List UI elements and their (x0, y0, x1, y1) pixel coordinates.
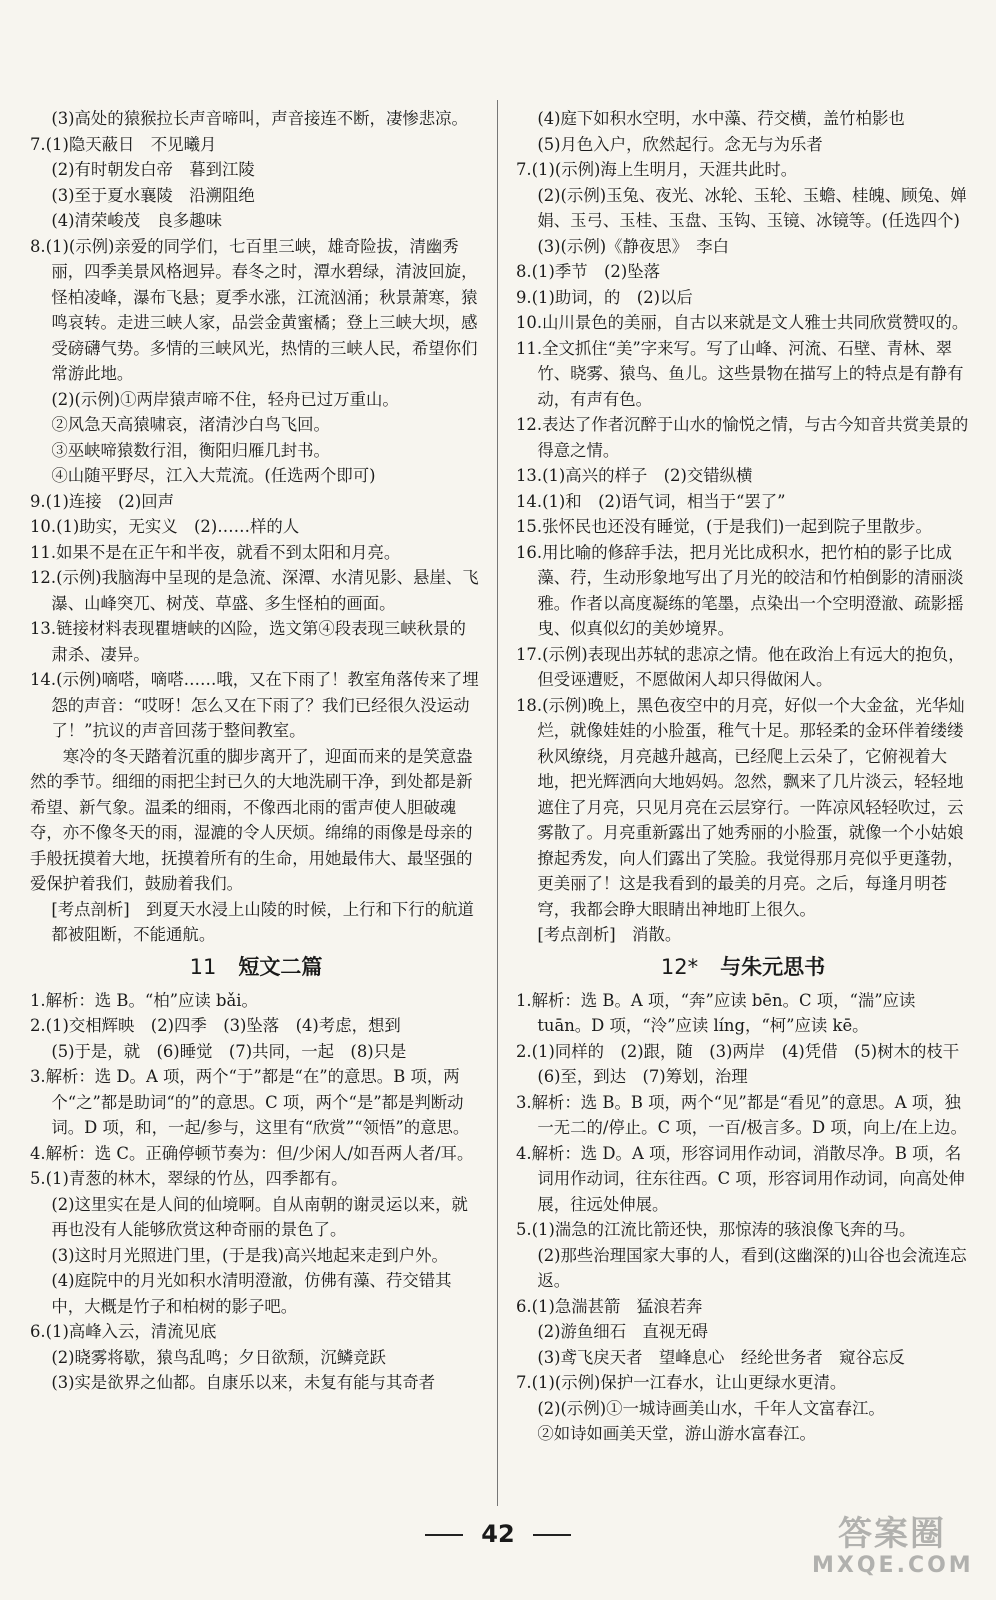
answer-subitem: (2)那些治理国家大事的人，看到(这幽深的)山谷也会流连忘返。 (537, 1245, 967, 1290)
section-heading: 短文二篇 (238, 954, 323, 979)
answer-item: 7.(1)隐天蔽日 不见曦月 (30, 134, 217, 154)
answer-item: 16.用比喻的修辞手法，把月光比成积水，把竹柏的影子比成藻、荇，生动形象地写出了月光的皎洁和竹柏倒影的清丽淡雅。作者以高度凝练的笔墨，点染出一个空明澄澈、疏影摇曳、似真似幻的美妙境界。 (516, 542, 964, 638)
section-heading: 与朱元思书 (720, 954, 826, 979)
answer-item: 3.解析：选 D。A 项，两个“于”都是“在”的意思。B 项，两个“之”都是助词“的”的意思。C 项，两个“是”都是判断动词。D 项，和，一起/参与，这里有“欣赏”“领悟”的意思。 (30, 1067, 470, 1137)
answer-subitem: (5)于是，就 (6)睡觉 (7)共同，一起 (8)只是 (51, 1041, 407, 1061)
answer-subitem: [考点剖析] 到夏天水浸上山陵的时候，上行和下行的航道都被阻断，不能通航。 (51, 899, 474, 944)
answer-item: 1.解析：选 B。A 项，“奔”应读 bēn。C 项，“湍”应读 tuān。D 项，“泠”应读 líng，“柯”应读 kē。 (516, 990, 916, 1035)
answer-subitem: ②风急天高猿啸哀，渚清沙白鸟飞回。 (51, 415, 330, 434)
answer-item: 12.(示例)我脑海中呈现的是急流、深潭、水清见影、悬崖、飞瀑、山峰突兀、树茂、草盛、多生怪柏的画面。 (30, 568, 479, 613)
answer-item: 10.山川景色的美丽，自古以来就是文人雅士共同欣赏赞叹的。 (516, 313, 969, 332)
answer-item: 8.(1)季节 (2)坠落 (516, 262, 661, 281)
answer-item: 10.(1)助实，无实义 (2)……样的人 (30, 517, 300, 536)
watermark-text: 答案圈 (838, 1514, 946, 1554)
answer-subitem: (2)有时朝发白帝 暮到江陵 (51, 160, 255, 179)
answer-subitem: (2)晓雾将歇，猿鸟乱鸣；夕日欲颓，沉鳞竞跃 (51, 1347, 386, 1367)
answer-item: 14.(1)和 (2)语气词，相当于“罢了” (516, 491, 786, 511)
section-number: 11 (189, 954, 217, 979)
answer-subitem: (3)至于夏水襄陵 沿溯阻绝 (51, 185, 255, 205)
answer-item: 15.张怀民也还没有睡觉，(于是我们)一起到院子里散步。 (516, 517, 932, 536)
answer-item: 13.(1)高兴的样子 (2)交错纵横 (516, 466, 753, 485)
answer-item: 4.解析：选 D。A 项，形容词用作动词，消散尽净。B 项，名词用作动词，往东往西。C 项，形容词用作动词，向高处伸展，往远处伸展。 (516, 1143, 965, 1214)
answer-item: 6.(1)高峰入云，清流见底 (30, 1322, 217, 1341)
answer-subitem: (3)这时月光照进门里，(于是我)高兴地起来走到户外。 (51, 1245, 448, 1265)
answer-subitem: (2)(示例)玉兔、夜光、冰轮、玉轮、玉蟾、桂魄、顾兔、婵娟、玉弓、玉桂、玉盘、玉钩、玉镜、冰镜等。(任选四个) (537, 185, 967, 230)
answer-subitem: ④山随平野尽，江入大荒流。(任选两个即可) (51, 466, 376, 485)
right-column (516, 106, 976, 1447)
answer-item: 2.(1)同样的 (2)跟，随 (3)两岸 (4)凭借 (5)树木的枝干 (6)至，到达 (7)筹划，治理 (516, 1041, 976, 1086)
answer-subitem: (2)(示例)①一城诗画美山水，千年人文富春江。 (537, 1398, 885, 1418)
page-number: 42 (481, 1520, 515, 1548)
answer-subitem: (4)庭院中的月光如积水清明澄澈，仿佛有藻、荇交错其中，大概是竹子和柏树的影子吧。 (51, 1271, 452, 1316)
section-number: 12* (660, 954, 699, 979)
answer-item: 2.(1)交相辉映 (2)四季 (3)坠落 (4)考虑，想到 (30, 1016, 401, 1035)
answer-subitem: ③巫峡啼猿数行泪，衡阳归雁几封书。 (51, 440, 330, 460)
answer-item: 7.(1)(示例)保护一江春水，让山更绿水更清。 (516, 1373, 847, 1392)
answer-item: 3.解析：选 B。B 项，两个“见”都是“看见”的意思。A 项，独一无二的/停止。C 项，一百/极言多。D 项，向上/在上边。 (516, 1092, 967, 1137)
answer-item: 18.(示例)晚上，黑色夜空中的月亮，好似一个大金盆，光华灿烂，就像娃娃的小脸蛋，稚气十足。那轻柔的金环伴着缕缕秋风缭绕，月亮越升越高，已经爬上云朵了，它俯视着大地，把光辉洒向大地妈妈。忽然，飘来了几片淡云，轻轻地遮住了月亮，只见月亮在云层穿行。一阵凉风轻轻吹过，云雾散了。月亮重新露出了她秀丽的小脸蛋，就像一个小姑娘撩起秀发，向人们露出了笑脸。我觉得那月亮似乎更蓬勃，更美丽了！这是我看到的最美的月亮。之后，每逢月明苍穹，我都会睁大眼睛出神地盯上很久。 (516, 695, 965, 919)
answer-item: 9.(1)连接 (2)回声 (30, 491, 175, 511)
answer-subitem: (3)高处的猿猴拉长声音啼叫，声音接连不断，凄惨悲凉。 (51, 109, 468, 128)
answer-item: 4.解析：选 C。正确停顿节奏为：但/少闲人/如吾两人者/耳。 (30, 1143, 474, 1163)
watermark-logo (812, 1514, 972, 1586)
answer-subitem: (3)(示例)《静夜思》 李白 (537, 236, 730, 256)
answer-item: 7.(1)(示例)海上生明月，天涯共此时。 (516, 160, 798, 179)
answer-item: 13.链接材料表现瞿塘峡的凶险，选文第④段表现三峡秋景的肃杀、凄异。 (30, 619, 466, 664)
answer-item: 9.(1)助词，的 (2)以后 (516, 287, 693, 307)
watermark-domain: MXQE.COM (812, 1553, 974, 1578)
column-divider (497, 100, 498, 1506)
answer-subitem: (2)游鱼细石 直视无碍 (537, 1322, 709, 1341)
answer-item: 6.(1)急湍甚箭 猛浪若奔 (516, 1296, 703, 1316)
answer-item: 11.如果不是在正午和半夜，就看不到太阳和月亮。 (30, 542, 401, 562)
answer-item: 1.解析：选 B。“柏”应读 bǎi。 (30, 990, 258, 1010)
answer-item: 17.(示例)表现出苏轼的悲凉之情。他在政治上有远大的抱负，但受诬遭贬，不愿做闲人却只得做闲人。 (516, 644, 965, 689)
answer-item: 11.全文抓住“美”字来写。写了山峰、河流、石壁、青林、翠竹、晓雾、猿鸟、鱼儿。这些景物在描写上的特点是有静有动，有声有色。 (516, 338, 964, 409)
answer-subitem: (3)实是欲界之仙都。自康乐以来，未复有能与其奇者 (51, 1373, 436, 1392)
answer-item: 5.(1)湍急的江流比箭还快，那惊涛的骇浪像飞奔的马。 (516, 1220, 916, 1239)
answer-item: 14.(示例)嘀嗒，嘀嗒……哦，又在下雨了！教室角落传来了埋怨的声音：“哎呀！怎么又在下雨了？我们已经很久没运动了！”抗议的声音回荡于整间教室。 (30, 670, 479, 740)
answer-item: 8.(1)(示例)亲爱的同学们，七百里三峡，雄奇险拔，清幽秀丽，四季美景风格迥异。春冬之时，潭水碧绿，清波回旋，怪柏凌峰，瀑布飞悬；夏季水涨，江流汹涌；秋景萧寒，猿鸣哀转。走进三峡人家，品尝金黄蜜橘；登上三峡大坝，感受磅礴气势。多情的三峡风光，热情的三峡人民，希望你们常游此地。 (30, 236, 478, 383)
answer-subitem: ②如诗如画美天堂，游山游水富春江。 (537, 1424, 816, 1443)
footer-dash-right (533, 1534, 571, 1536)
answer-subitem: (2)(示例)①两岸猿声啼不住，轻舟已过万重山。 (51, 389, 399, 409)
section-title (516, 952, 970, 982)
answer-item: 5.(1)青葱的林木，翠绿的竹丛，四季都有。 (30, 1169, 348, 1188)
answer-subitem: (5)月色入户，欣然起行。念无与为乐者 (537, 134, 823, 154)
answer-item: 12.表达了作者沉醉于山水的愉悦之情，与古今知音共赏美景的得意之情。 (516, 415, 969, 460)
answer-subitem: [考点剖析] 消散。 (537, 925, 682, 944)
answer-paragraph: 寒冷的冬天踏着沉重的脚步离开了，迎面而来的是笑意盎然的季节。细细的雨把尘封已久的大地洗刷干净，到处都是新希望、新气象。温柔的细雨，不像西北雨的雷声使人胆破魂夺，亦不像冬天的雨，湿漉的令人厌烦。绵绵的雨像是母亲的手般抚摸着大地，抚摸着所有的生命，用她最伟大、最坚强的爱保护着我们，鼓励着我们。 (30, 746, 473, 893)
answer-subitem: (2)这里实在是人间的仙境啊。自从南朝的谢灵运以来，就再也没有人能够欣赏这种奇丽的景色了。 (51, 1194, 468, 1239)
answer-subitem: (4)庭下如积水空明，水中藻、荇交横，盖竹柏影也 (537, 109, 905, 128)
answer-subitem: (3)鸢飞戾天者 望峰息心 经纶世务者 窥谷忘反 (537, 1347, 905, 1367)
left-column (30, 106, 482, 1396)
answer-subitem: (4)清荣峻茂 良多趣味 (51, 211, 223, 230)
footer-dash-left (425, 1534, 463, 1536)
section-title (30, 952, 482, 982)
